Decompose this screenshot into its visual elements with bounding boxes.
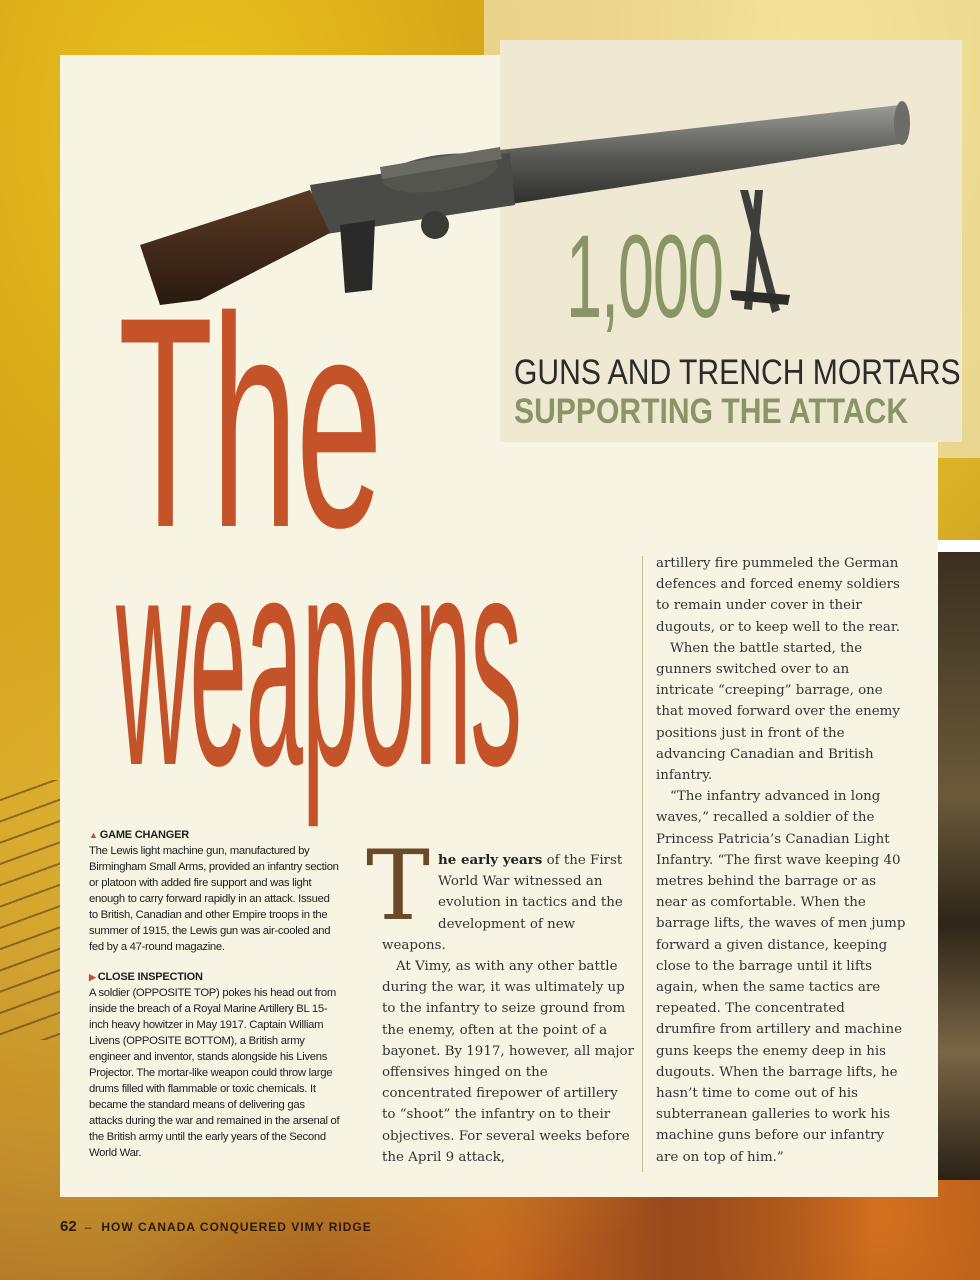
article-lead: he early years (438, 852, 543, 868)
stat-number: 1,000 (566, 211, 723, 343)
page-footer (60, 1218, 372, 1235)
up-triangle-icon: ▲ (89, 830, 98, 840)
caption-heading: ▶ CLOSE INSPECTION (89, 971, 203, 983)
article-column-2 (656, 553, 908, 1168)
caption-body: The Lewis light machine gun, manufactured by Birmingham Small Arms, provided an infantry section or platoon with added fire support and was light enough to carry forward rapidly in an attack. Issued to British, Canadian and other Empire troops in the summer of 1915, the Lewis gun was air-cooled and fed by a 47-round magazine. (89, 845, 339, 953)
article-paragraph: “The infantry advanced in long waves,” recalled a soldier of the Princess Patricia’s Canadian Light Infantry. “The first wave keeping 40 metres behind the barrage or as near as comfortable. When the barrage lifts, the waves of men jump forward a given distance, keeping close to the barrage until it lifts again, when the same tactics are repeated. The concentrated drumfire from artillery and machine guns keeps the enemy deep in his dugouts. When the barrage lifts, he hasn’t time to come out of his subterranean galleries to work his machine guns before our infantry are on top of him.” (656, 789, 906, 1165)
stat-description: GUNS AND TRENCH MORTARS (514, 353, 961, 392)
page-number: 62 (60, 1218, 77, 1235)
article-paragraph: The early years of the First World War witnessed an evolution in tactics and the development of new weapons. (366, 830, 623, 953)
photo-captions (89, 827, 341, 1175)
right-triangle-icon: ▶ (89, 972, 96, 982)
article-column-1 (366, 830, 634, 1168)
article-paragraph: At Vimy, as with any other battle during the war, it was ultimately up to the infantry to seize ground from the enemy, often at the point of a bayonet. By 1917, however, all major offensives hinged on the concentrated firepower of artillery to “shoot” the infantry on to their objectives. For several weeks before the April 9 attack, (382, 959, 634, 1165)
stat-subdescription: SUPPORTING THE ATTACK (514, 392, 909, 431)
headline-line-1: The (118, 254, 381, 590)
caption-body: A soldier (OPPOSITE TOP) pokes his head out from inside the breach of a Royal Marine Artillery BL 15-inch heavy howitzer in May 1917. Captain William Livens (OPPOSITE BOTTOM), a British army engineer and inventor, stands alongside his Livens Projector. The mortar-like weapon could throw large drums filled with flammable or toxic chemicals. It became the standard means of delivering gas attacks during the war and remained in the arsenal of the British army until the early years of the Second World War. (89, 987, 340, 1159)
drop-cap: T (366, 830, 431, 942)
background-barbed-wire (0, 780, 60, 1040)
background-photo-strip (938, 540, 980, 1180)
column-divider (642, 556, 643, 1172)
caption-heading: ▲ GAME CHANGER (89, 829, 189, 841)
publication-title: HOW CANADA CONQUERED VIMY RIDGE (101, 1220, 372, 1234)
article-paragraph: artillery fire pummeled the German defences and forced enemy soldiers to remain under cover in their dugouts, or to keep well to the rear. (656, 556, 901, 635)
footer-dash: – (84, 1220, 92, 1234)
headline-line-2: weapons (116, 492, 521, 828)
article-paragraph: When the battle started, the gunners switched over to an intricate “creeping” barrage, one that moved forward over the enemy positions just in front of the advancing Canadian and British infantry. (656, 640, 900, 784)
